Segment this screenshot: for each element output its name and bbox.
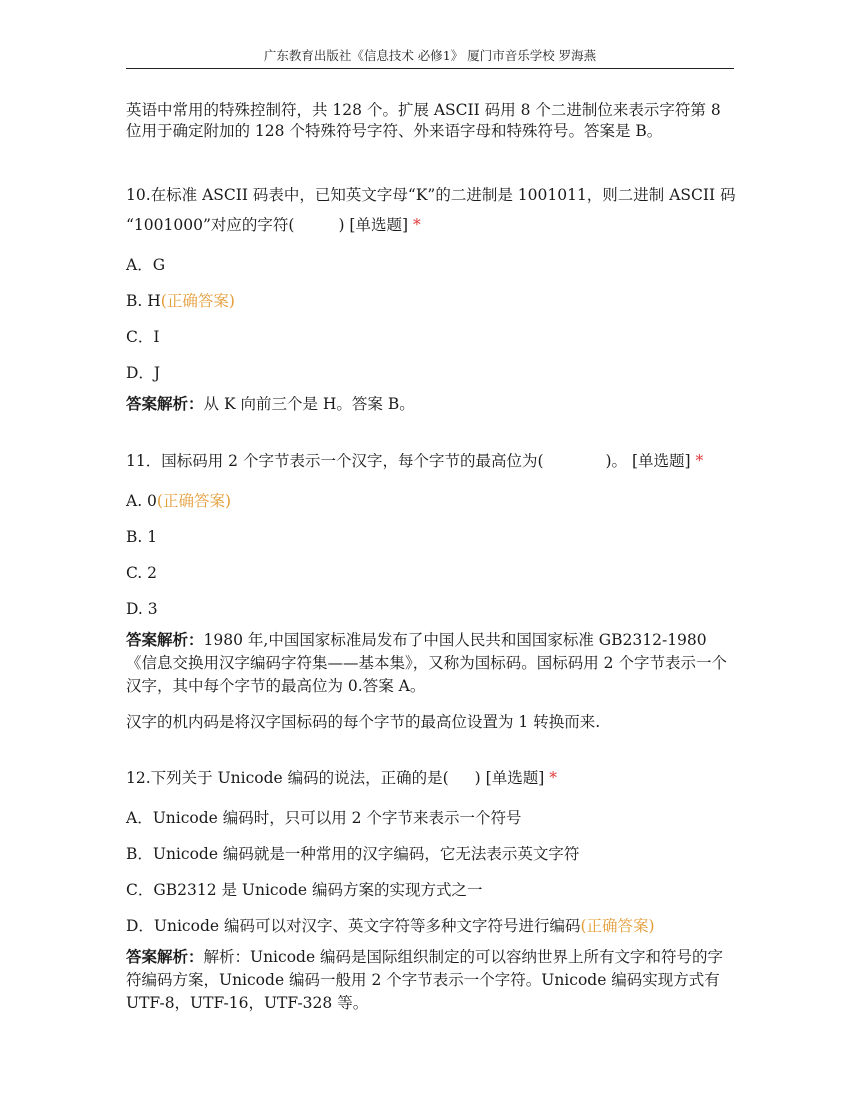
question-11-type: )。 [单选题] <box>605 452 691 470</box>
extra-note: 汉字的机内码是将汉字国标码的每个字节的最高位设置为 1 转换而来. <box>126 713 601 731</box>
option-d: D．J <box>126 364 161 382</box>
page-header <box>126 48 734 69</box>
option-a: A．Unicode 编码时，只可以用 2 个字节来表示一个符号 <box>126 809 522 827</box>
analysis-label: 答案解析： <box>126 394 204 413</box>
question-11 <box>126 446 736 733</box>
question-10-title <box>126 180 736 240</box>
correct-answer-label: (正确答案) <box>580 917 655 935</box>
question-12-text: 12.下列关于 Unicode 编码的说法，正确的是( <box>126 769 449 787</box>
option-c: C．GB2312 是 Unicode 编码方案的实现方式之一 <box>126 881 483 899</box>
option-b-text: B. H <box>126 292 161 310</box>
question-12-type: ) [单选题] <box>474 769 545 787</box>
analysis-label: 答案解析： <box>126 630 204 649</box>
question-11-title <box>126 446 736 476</box>
answer-analysis <box>126 628 736 698</box>
answer-analysis <box>126 392 736 416</box>
question-12 <box>126 763 736 1015</box>
question-10-line2: “1001000”对应的字符( <box>126 216 295 234</box>
analysis-label: 答案解析： <box>126 947 204 966</box>
option-b: B. 1 <box>126 528 158 546</box>
question-12-title <box>126 763 736 793</box>
analysis-text: 1980 年,中国国家标准局发布了中国人民共和国国家标准 GB2312-1980《信息交换用汉字编码字符集——基本集》，又称为国标码。国标码用 2 个字节表示一个汉字，其中每个字节的最高位为 0.答案 A。 <box>126 631 727 695</box>
question-11-text: 11．国标码用 2 个字节表示一个汉字，每个字节的最高位为( <box>126 452 544 470</box>
header-text: 广东教育出版社《信息技术 必修1》 厦门市音乐学校 罗海燕 <box>263 48 597 63</box>
answer-analysis <box>126 945 736 1015</box>
question-10 <box>126 180 736 416</box>
option-c: C. 2 <box>126 564 158 582</box>
correct-answer-label: (正确答案) <box>160 292 235 310</box>
analysis-text: 解析：Unicode 编码是国际组织制定的可以容纳世界上所有文字和符号的字符编码方案，Unicode 编码一般用 2 个字节表示一个字符。Unicode 编码实现方式有 UTF-8，UTF-16，UTF-328 等。 <box>126 948 724 1012</box>
option-a: A．G <box>126 256 166 274</box>
question-10-line1: 10.在标准 ASCII 码表中，已知英文字母“K”的二进制是 1001011，则二进制 ASCII 码 <box>126 186 736 204</box>
intro-paragraph: 英语中常用的特殊控制符，共 128 个。扩展 ASCII 码用 8 个二进制位来表示字符第 8 位用于确定附加的 128 个特殊符号字符、外来语字母和特殊符号。答案是 B。 <box>126 101 721 140</box>
option-c: C．I <box>126 328 160 346</box>
analysis-text: 从 K 向前三个是 H。答案 B。 <box>203 395 415 413</box>
option-d <box>126 915 736 937</box>
option-a-text: A. 0 <box>126 492 157 510</box>
document-body <box>126 100 736 1015</box>
option-b <box>126 290 736 312</box>
option-d-text: D．Unicode 编码可以对汉字、英文字符等多种文字符号进行编码 <box>126 917 581 935</box>
required-mark: * <box>412 216 421 234</box>
option-d: D. 3 <box>126 600 158 618</box>
correct-answer-label: (正确答案) <box>156 492 232 510</box>
required-mark: * <box>695 452 704 470</box>
required-mark: * <box>549 769 557 787</box>
option-a <box>126 490 736 512</box>
option-b: B．Unicode 编码就是一种常用的汉字编码，它无法表示英文字符 <box>126 845 580 863</box>
question-10-type: ) [单选题] <box>338 216 409 234</box>
